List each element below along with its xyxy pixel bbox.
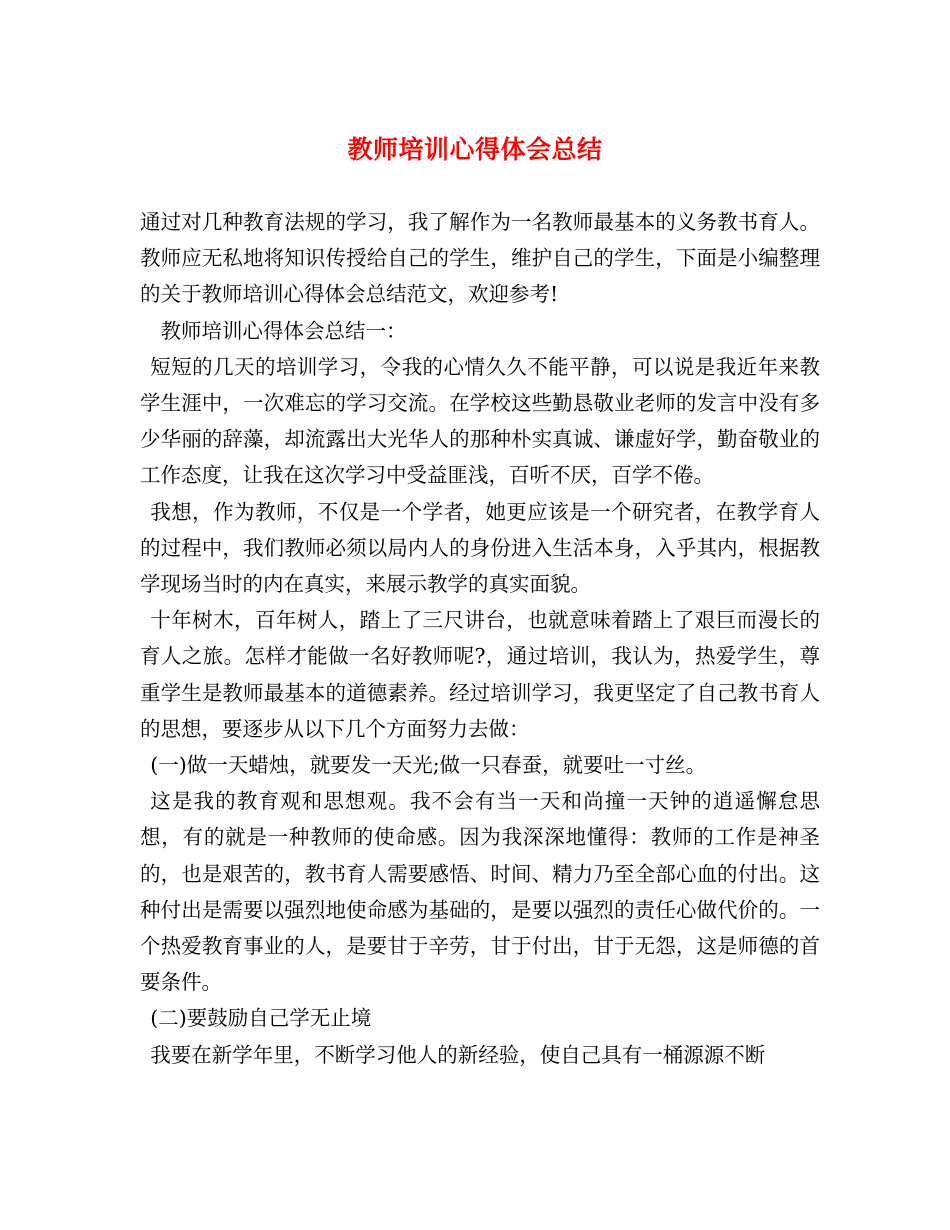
body-paragraph: 我想，作为教师，不仅是一个学者，她更应该是一个研究者，在教学育人的过程中，我们教师必须以局内人的身份进入生活本身，入乎其内，根据教学现场当时的内在真实，来展示教学的真实面貌。 (140, 499, 820, 597)
body-paragraph: 十年树木，百年树人，踏上了三尺讲台，也就意味着踏上了艰巨而漫长的育人之旅。怎样才能做一名好教师呢?，通过培训，我认为，热爱学生，尊重学生是教师最基本的道德素养。经过培训学习，我更坚定了自己教书育人的思想，要逐步从以下几个方面努力去做： (140, 608, 820, 741)
body-paragraph: 这是我的教育观和思想观。我不会有当一天和尚撞一天钟的逍遥懈怠思想，有的就是一种教师的使命感。因为我深深地懂得：教师的工作是神圣的，也是艰苦的，教书育人需要感悟、时间、精力乃至全部心血的付出。这种付出是需要以强烈地使命感为基础的，是要以强烈的责任心做代价的。一个热爱教育事业的人，是要甘于辛劳，甘于付出，甘于无怨，这是师德的首要条件。 (140, 789, 820, 995)
intro-paragraph: 通过对几种教育法规的学习，我了解作为一名教师最基本的义务教书育人。教师应无私地将知识传授给自己的学生，维护自己的学生，下面是小编整理的关于教师培训心得体会总结范文，欢迎参考! (140, 210, 820, 307)
section-heading: 教师培训心得体会总结一： (160, 318, 407, 343)
document-body (140, 204, 820, 1073)
list-item: (一)做一天蜡烛，就要发一天光;做一只春蚕，就要吐一寸丝。 (150, 753, 707, 778)
body-paragraph: 短短的几天的培训学习，令我的心情久久不能平静，可以说是我近年来教学生涯中，一次难忘的学习交流。在学校这些勤恳敬业老师的发言中没有多少华丽的辞藻，却流露出大光华人的那种朴实真诚、谦虚好学，勤奋敬业的工作态度，让我在这次学习中受益匪浅，百听不厌，百学不倦。 (140, 354, 820, 488)
list-item: (二)要鼓励自己学无止境 (150, 1006, 372, 1031)
body-paragraph: 我要在新学年里，不断学习他人的新经验，使自己具有一桶源源不断 (150, 1042, 766, 1067)
document-title: 教师培训心得体会总结 (347, 135, 603, 164)
